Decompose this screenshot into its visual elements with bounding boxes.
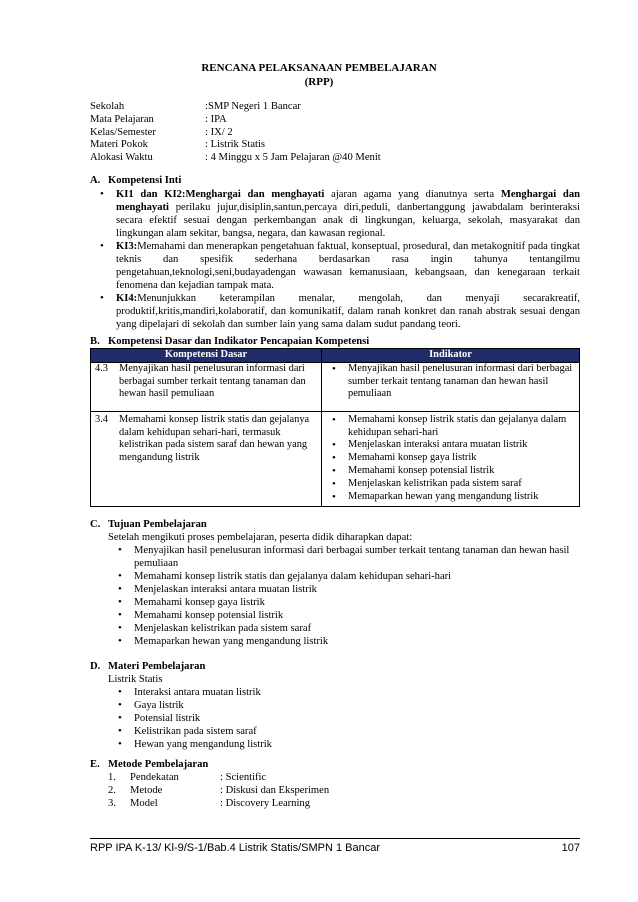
document-title: RENCANA PELAKSANAAN PEMBELAJARAN xyxy=(201,62,437,74)
list-item: • Memahami konsep potensial listrik xyxy=(322,465,579,478)
list-item: • Gaya listrik xyxy=(108,699,580,712)
section-metode xyxy=(90,758,580,810)
section-tujuan xyxy=(90,518,580,648)
list-item: • Menyajikan hasil penelusuran informasi dari berbagai sumber terkait tentang tanaman dan hewan hasil pemuliaan xyxy=(322,363,579,401)
list-item: • Memahami konsep gaya listrik xyxy=(322,452,579,465)
ki-list xyxy=(90,188,580,331)
indikator-list xyxy=(322,412,579,504)
info-row: Alokasi Waktu : 4 Minggu x 5 Jam Pelajaran @40 Menit xyxy=(90,152,381,164)
list-item: • Memaparkan hewan yang mengandung listrik xyxy=(108,635,580,648)
indikator-list xyxy=(322,363,579,401)
list-item: • Interaksi antara muatan listrik xyxy=(108,686,580,699)
list-item: 1. Pendekatan : Scientific xyxy=(108,772,267,783)
table-row: 4.3 Menyajikan hasil penelusuran informasi dari berbagai sumber terkait tentang tanaman dan hewan hasil pemuliaan • Menyajikan hasil penelusuran informasi dari berbagai sumber terkait tentang tanaman dan hewan hasil pemuliaan xyxy=(91,362,580,411)
tujuan-list xyxy=(108,544,580,648)
section-kd-heading xyxy=(90,335,580,348)
section-heading: E. Metode Pembelajaran xyxy=(90,759,209,770)
list-item: • Memahami konsep potensial listrik xyxy=(108,609,580,622)
footer-text: RPP IPA K-13/ Kl-9/S-1/Bab.4 Listrik Statis/SMPN 1 Bancar xyxy=(90,842,380,854)
table-header-row xyxy=(91,349,580,363)
section-intro: Listrik Statis xyxy=(108,674,163,685)
materi-list xyxy=(108,686,580,751)
list-item: • Menjelaskan kelistrikan pada sistem saraf xyxy=(322,478,579,491)
section-materi xyxy=(90,660,580,751)
list-item: • KI4:Menunjukkan keterampilan menalar, mengolah, dan menyaji secarakreatif, produktif,kritis,mandiri,kolaboratif, dan komunikatif, dalam ranah konkret dan ranah abstrak sesuai dengan yang dipelajari di sekolah dan sumber lain yang sama dalam sudut pandang teori. xyxy=(90,292,580,331)
list-item: 2. Metode : Diskusi dan Eksperimen xyxy=(108,785,330,796)
list-item: • Memahami konsep gaya listrik xyxy=(108,596,580,609)
list-item: • Menjelaskan interaksi antara muatan listrik xyxy=(322,439,579,452)
section-heading: C. Tujuan Pembelajaran xyxy=(90,519,207,530)
section-kompetensi-inti xyxy=(90,174,580,331)
info-row: Sekolah :SMP Negeri 1 Bancar xyxy=(90,101,301,112)
table-row: 3.4 Memahami konsep listrik statis dan gejalanya dalam kehidupan sehari-hari, termasuk kelistrikan pada sistem saraf dan hewan yang mengandung listrik • Memahami konsep listrik statis dan gejalanya dalam kehidupan sehari-hari • Menjelaskan interaksi antara muatan listrik • Memahami konsep gaya listrik • Memahami konsep potensial listrik • Menjelaskan kelistrikan pada sistem saraf • Memaparkan hewan yang mengandung listrik xyxy=(91,411,580,506)
list-item: • Menjelaskan interaksi antara muatan listrik xyxy=(108,583,580,596)
list-item: • Memahami konsep listrik statis dan gejalanya dalam kehidupan sehari-hari xyxy=(322,414,579,440)
kd-indikator-table xyxy=(90,348,580,507)
section-heading: D. Materi Pembelajaran xyxy=(90,661,206,672)
list-item: • Kelistrikan pada sistem saraf xyxy=(108,725,580,738)
list-item: • Memahami konsep listrik statis dan gejalanya dalam kehidupan sehari-hari xyxy=(108,570,580,583)
list-item: 3. Model : Discovery Learning xyxy=(108,798,311,809)
list-item: • KI1 dan KI2:Menghargai dan menghayati ajaran agama yang dianutnya serta Menghargai dan menghayati perilaku jujur,disiplin,santun,percaya diri,peduli, danbertanggung jawabdalam berinteraksi secara efektif sesuai dengan perkembangan anak di lingkungan, keluarga, sekolah, masyarakat dan lingkungan alam sekitar, bangsa, negara, dan kawasan regional. xyxy=(90,188,580,240)
column-header: Indikator xyxy=(322,349,580,363)
document-subtitle: (RPP) xyxy=(304,76,334,88)
list-item: • Potensial listrik xyxy=(108,712,580,725)
list-item: • KI3:Memahami dan menerapkan pengetahuan faktual, konseptual, prosedural, dan metakognitif pada tingkat teknis dan spesifik sederhana berdasarkan rasa ingin tahunya tentangilmu pengetahuan,teknologi,seni,budayadengan wawasan kemanusiaan, kebangsaan, dan kenegaraan terkait fenomena dan kejadian tampak mata. xyxy=(90,240,580,292)
list-item: • Menyajikan hasil penelusuran informasi dari berbagai sumber terkait tentang tanaman dan hewan hasil pemuliaan xyxy=(108,544,580,570)
list-item: • Memaparkan hewan yang mengandung listrik xyxy=(322,491,579,504)
section-heading: A. Kompetensi Inti xyxy=(90,175,182,186)
page-number: 107 xyxy=(561,842,580,854)
info-row: Mata Pelajaran : IPA xyxy=(90,113,227,125)
section-intro: Setelah mengikuti proses pembelajaran, peserta didik diharapkan dapat: xyxy=(108,532,413,543)
page-footer xyxy=(90,838,580,855)
list-item: • Menjelaskan kelistrikan pada sistem saraf xyxy=(108,622,580,635)
identity-block xyxy=(90,100,381,164)
info-row: Kelas/Semester : IX/ 2 xyxy=(90,126,233,138)
info-row: Materi Pokok : Listrik Statis xyxy=(90,139,266,151)
column-header: Kompetensi Dasar xyxy=(91,349,322,363)
section-heading: B. Kompetensi Dasar dan Indikator Pencapaian Kompetensi xyxy=(90,336,370,347)
list-item: • Hewan yang mengandung listrik xyxy=(108,738,580,751)
